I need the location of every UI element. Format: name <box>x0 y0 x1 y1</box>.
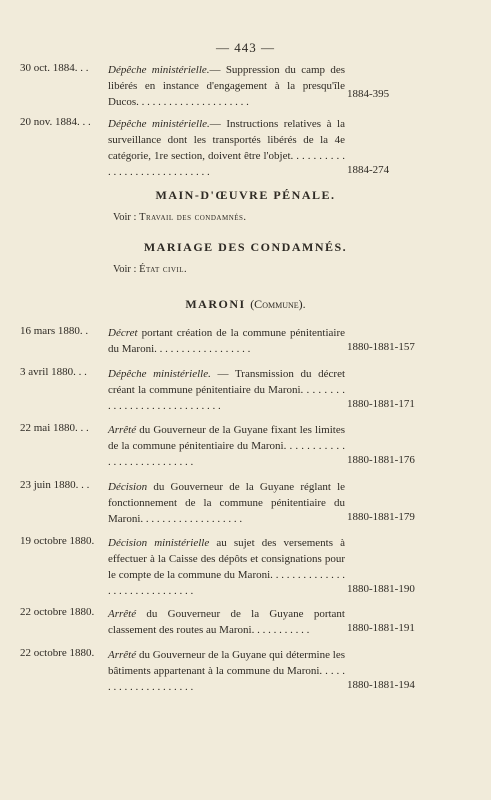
entry-text <box>108 647 345 695</box>
entry-description: — Instructions relatives à la surveillance dont les transportés libérés de la 4e catégorie, 1re section, doivent être l'objet. . . . . . . . . . . . . . . . . . . . . . . . . . . . . <box>108 118 345 178</box>
see-also-target: Travail des condamnés. <box>139 212 247 223</box>
list-item <box>20 479 475 527</box>
entry-date: 16 mars 1880. . <box>20 325 89 337</box>
entry-reference: 1880-1881-179 <box>347 511 415 523</box>
entry-text <box>108 606 345 638</box>
entry-description: du Gouverneur de la Guyane portant classement des routes au Maroni. . . . . . . . . . . <box>108 608 345 636</box>
section-subtitle: (Commune). <box>250 297 306 311</box>
entry-lead: Décision ministérielle <box>108 537 210 549</box>
entry-description: portant création de la commune pénitentiaire du Maroni. . . . . . . . . . . . . . . . . . <box>108 327 345 355</box>
entry-lead: Arrêté <box>108 608 137 620</box>
entry-lead: Arrêté <box>108 424 137 436</box>
entry-text <box>108 366 345 414</box>
entry-lead: Dépêche ministérielle. <box>108 368 211 380</box>
entry-text <box>108 325 345 357</box>
page-number: — 443 — <box>216 40 275 55</box>
entry-description: — Suppression du camp des libérés en instance d'engagement à la presqu'île Ducos. . . . . . . . . . . . . . . . . . . . . <box>108 64 345 108</box>
entry-reference: 1884-274 <box>347 164 390 176</box>
entry-reference: 1884-395 <box>347 88 390 100</box>
entry-text <box>108 116 345 180</box>
entry-description: — Transmission du décret créant la commune pénitentiaire du Maroni. . . . . . . . . . . . . . . . . . . . . . . . . . . . . <box>108 368 346 412</box>
entry-date: 22 octobre 1880. <box>20 606 95 618</box>
entry-description: du Gouverneur de la Guyane réglant le fonctionnement de la commune pénitentiaire du Maroni. . . . . . . . . . . . . . . . . . . <box>108 481 346 525</box>
see-also <box>113 212 247 223</box>
list-item <box>20 606 475 638</box>
see-also-prefix: Voir : <box>113 212 137 223</box>
entry-text <box>108 422 345 470</box>
entry-date: 30 oct. 1884. . . <box>20 62 89 74</box>
entry-date: 22 octobre 1880. <box>20 647 95 659</box>
entry-description: au sujet des versements à effectuer à la Caisse des dépôts et consignations pour le compte de la commune du Maroni. . . . . . . . . . . . . . . . . . . . . . . . . . . . . . <box>108 537 346 597</box>
entry-text <box>108 535 345 599</box>
entry-lead: Arrêté <box>108 649 137 661</box>
entry-lead: Dépêche ministérielle. <box>108 64 210 76</box>
list-item <box>20 116 475 178</box>
section-heading-mariage: MARIAGE DES CONDAMNÉS. <box>143 240 348 254</box>
entry-reference: 1880-1881-157 <box>347 341 415 353</box>
section-heading-maroni <box>0 297 491 312</box>
list-item <box>20 325 475 357</box>
section-title: MARONI <box>185 297 246 311</box>
section-heading-main-oeuvre: MAIN-D'ŒUVRE PÉNALE. <box>155 188 336 202</box>
entry-date: 23 juin 1880. . . <box>20 479 90 491</box>
entry-reference: 1880-1881-171 <box>347 398 415 410</box>
list-item <box>20 422 475 470</box>
entry-reference: 1880-1881-190 <box>347 583 415 595</box>
entry-date: 22 mai 1880. . . <box>20 422 89 434</box>
entry-date: 20 nov. 1884. . . <box>20 116 91 128</box>
entry-reference: 1880-1881-191 <box>347 622 415 634</box>
entry-date: 3 avril 1880. . . <box>20 366 87 378</box>
entry-lead: Décret <box>108 327 138 339</box>
entry-lead: Décision <box>108 481 148 493</box>
see-also-target: État civil. <box>139 264 188 275</box>
list-item <box>20 366 475 414</box>
see-also-prefix: Voir : <box>113 264 137 275</box>
entry-description: du Gouverneur de la Guyane fixant les limites de la commune pénitentiaire du Maroni. . . . . . . . . . . . . . . . . . . . . . . . . . . <box>108 424 345 468</box>
list-item <box>20 62 475 106</box>
see-also <box>113 264 187 275</box>
entry-text <box>108 479 345 527</box>
entry-reference: 1880-1881-176 <box>347 454 415 466</box>
entry-description: du Gouverneur de la Guyane qui détermine les bâtiments appartenant à la commune du Maroni. . . . . . . . . . . . . . . . . . . . . <box>108 649 345 693</box>
list-item <box>20 647 475 695</box>
entry-reference: 1880-1881-194 <box>347 679 415 691</box>
entry-date: 19 octobre 1880. <box>20 535 95 547</box>
entry-lead: Dépêche ministérielle. <box>108 118 210 130</box>
list-item <box>20 535 475 599</box>
entry-text <box>108 62 345 110</box>
